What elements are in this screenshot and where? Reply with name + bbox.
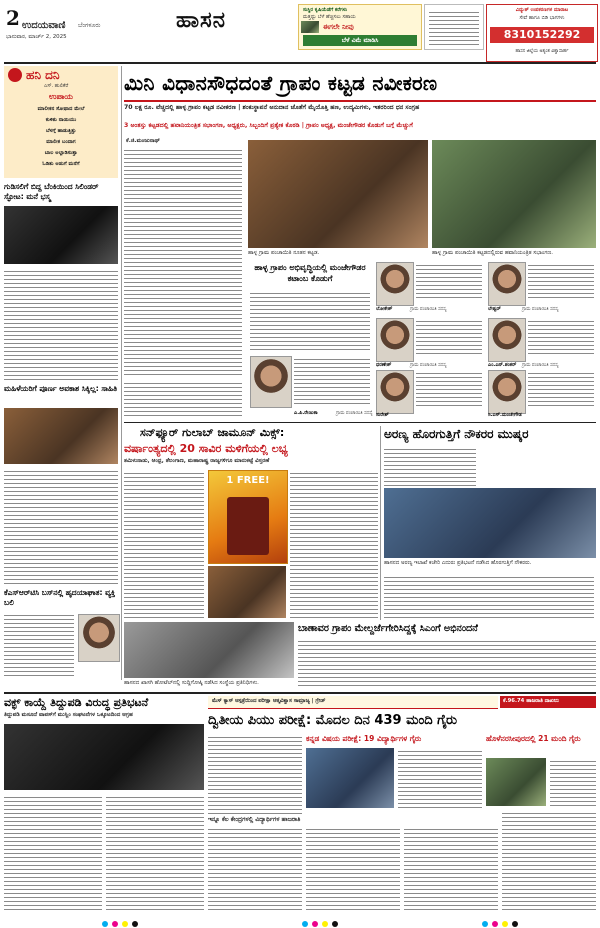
quote-name: ಸಿ.ಎಸ್.ಮಂಜೇಗೌಡ xyxy=(488,412,522,418)
forest-strike-headline: ಅರಣ್ಯ ಹೊರಗುತ್ತಿಗೆ ನೌಕರರ ಮುಷ್ಕರ xyxy=(384,427,529,441)
print-registration-marks xyxy=(100,914,520,924)
kannada-exam-body xyxy=(398,748,482,808)
quote-role: ಗ್ರಾಮ ಪಂಚಾಯಿತಿ ಸದಸ್ಯೆ xyxy=(336,411,373,416)
women-story-headline: ಮಹಿಳೆಯರಿಗೆ ಪೂರ್ಣ ಅವಕಾಶ ಸಿಕ್ಕಿಲ್ಲ: ಸಾಹಿತಿ xyxy=(4,384,118,393)
panchayat-building-photo xyxy=(248,140,428,248)
renuka-quote xyxy=(294,356,370,406)
holenarasipura-photo xyxy=(486,758,546,806)
waqf-body-col-1 xyxy=(4,794,102,910)
puc-body-col-4 xyxy=(404,826,498,910)
jamun-headline: ಸನ್‌ಫ್ಯೂರ್ ಗುಲಾಬ್ ಜಾಮೂನ್ ಮಿಕ್ಸ್: xyxy=(140,426,285,439)
banavara-headline: ಬಾಣಾವರ ಗ್ರಾಪಂ ಮೇಲ್ದರ್ಜೆಗೇರಿಸಿದ್ದಕ್ಕೆ ಸಿಎಂಗೆ ಅಭಿನಂದನೆ xyxy=(298,623,478,634)
forest-strike-body xyxy=(384,574,594,620)
free-offer-label: 1 FREE! xyxy=(226,475,270,486)
quote-text xyxy=(528,262,594,300)
quote-role: ಗ್ರಾಮ ಪಂಚಾಯಿತಿ ಸದಸ್ಯ xyxy=(522,307,559,312)
ad1-line1: ಸುಸ್ಥಿರ ಕೃಷಿಯೆಡೆಗೆ ಕರೆಗಳು xyxy=(303,7,348,13)
teaser-line: ಬಾಲ ಅಲ್ಲಾಡಿಸುತ್ತಾ xyxy=(44,150,78,156)
bottom-section-rule xyxy=(4,692,596,694)
quote-portrait xyxy=(376,318,414,362)
electrical-advertisement xyxy=(486,4,598,62)
teaser-line: ಮಾಲೀಕ ಬಂದಾಗ xyxy=(46,139,76,145)
women-story-body xyxy=(4,468,118,584)
ad1-crop-image xyxy=(301,21,319,33)
page-number: 2 xyxy=(6,6,20,30)
exam-banner xyxy=(208,696,498,709)
banavara-photo xyxy=(124,622,294,678)
brand-drop-icon xyxy=(8,68,22,82)
quote-name: ಸುರೇಶ್ xyxy=(376,412,389,418)
lead-body-col-1 xyxy=(124,147,242,375)
product-pack-icon xyxy=(227,497,269,555)
quote-name: ಎಂ.ಎನ್.ಶಂಕರ್ xyxy=(488,362,517,368)
paper-name: ಉದಯವಾಣಿ xyxy=(22,20,66,31)
teaser-line: ಬೆಳಗ್ಗೆ ಹಾಡುತ್ತಿತ್ತು xyxy=(45,128,77,134)
puc-body-col-3 xyxy=(306,826,400,910)
holenarasipura-side xyxy=(550,758,596,806)
ad1-line3: ಈಗಲೇ ನೀವು xyxy=(323,23,354,31)
jamun-headline-2: ವರ್ಷಾಂತ್ಯದಲ್ಲಿ 20 ಸಾವಿರ ಮಳಿಗೆಯಲ್ಲಿ ಲಭ್ಯ xyxy=(124,442,288,455)
quote-portrait xyxy=(488,262,526,306)
quote-text xyxy=(528,318,594,356)
dateline: ಭಾನುವಾರ, ಮಾರ್ಚ್ 2, 2025 xyxy=(6,34,67,40)
lead-deck-1: 70 ಲಕ್ಷ ರೂ. ವೆಚ್ಚದಲ್ಲಿ ಹಾಳ್ಳ ಗ್ರಾಪಂ ಕಟ್ಟಡ ನವೀಕರಣ | ಶಂಕುಸ್ಥಾಪನೆ ಅನುದಾನ ಜೊತೆಗೆ ಮೈಯೊತ್ತಿ ಹಣ, ಉದ್ಯಮಿಗಳು, ಇತರರಿಂದ ಧನ ಸಂಗ್ರಹ xyxy=(124,104,420,111)
quote-role: ಗ್ರಾಮ ಪಂಚಾಯಿತಿ ಸದಸ್ಯ xyxy=(522,363,559,368)
jamun-event-photo xyxy=(208,566,286,618)
ad2-line1: ವಿದ್ಯುತ್ ಉಪಕರಣಗಳ ಮಾರಾಟ xyxy=(515,7,569,13)
teaser-poem xyxy=(8,104,114,170)
quote-role: ಗ್ರಾಮ ಪಂಚಾಯಿತಿ ಸದಸ್ಯ xyxy=(410,363,447,368)
jamun-product-ad xyxy=(208,470,288,564)
lead-subhead: ಹಾಳ್ಳ ಗ್ರಾಪಂ ಅಭಿವೃದ್ಧಿಯಲ್ಲಿ ಮಂಜೇಗೌಡರ ಕಟಾಂಬ ಕೊಡುಗೆ xyxy=(254,263,366,283)
small-ad-text xyxy=(429,9,479,45)
middle-divider xyxy=(380,426,381,620)
lead-deck-2: 3 ಅಂತಸ್ತು ಕಟ್ಟಡದಲ್ಲಿ ಹವಾನಿಯಂತ್ರಿತ ಸಭಾಂಗಣ, ಅಧ್ಯಕ್ಷರು, ಸಿಬ್ಬಂದಿಗೆ ಪ್ರತ್ಯೇಕ ಕೊಠಡಿ | ಗ್ರಾಪಂ ಅಧ್ಯಕ್ಷ, ಮಂಜೇಗೌಡರ ಕೊಡುಗೆ ಬಗ್ಗೆ ಮೆಚ್ಚುಗೆ xyxy=(124,122,413,129)
puc-body-col-5 xyxy=(502,810,596,910)
teaser-head: ಉಪಾಯ xyxy=(49,92,73,101)
kannada-exam-subhead: ಕನ್ನಡ ವಿಷಯ ಪರೀಕ್ಷೆ: 19 ವಿದ್ಯಾರ್ಥಿಗಳ ಗೈರು xyxy=(306,734,422,743)
small-advertisement xyxy=(424,4,484,50)
registration-dots-icon xyxy=(100,919,520,928)
jamun-deck: ತಮಿಳುನಾಡು, ಆಂಧ್ರ, ತೆಲಂಗಾಣ, ಮಹಾರಾಷ್ಟ್ರ ರಾಜ್ಯಗಳಿಗೂ ಮಾರುಕಟ್ಟೆ ವಿಸ್ತರಣೆ xyxy=(124,458,270,464)
column-divider xyxy=(121,66,122,680)
bus-story-body xyxy=(4,612,74,676)
ad2-phone: 8310152292 xyxy=(490,27,594,43)
puc-body-col-2 xyxy=(208,826,302,910)
centres-subhead: ಇನ್ನೂ ಕೆಲ ಕೇಂದ್ರಗಳಲ್ಲಿ ವಿದ್ಯಾರ್ಥಿಗಳ ಹಾಜರಾತಿ xyxy=(208,816,301,823)
jamun-body-col-2 xyxy=(290,470,378,618)
lead-end-rule xyxy=(124,422,596,423)
ad2-footer: ಹಾಸನ ಜಿಲ್ಲೆಯ ಅತ್ಯಂತ ವಿಶ್ವಾಸಾರ್ಹ xyxy=(515,49,569,54)
quote-portrait xyxy=(488,318,526,362)
quote-name: ಎ.ಪಿ.ರೇಣುಕಾ xyxy=(294,410,318,416)
lead-headline: ಮಿನಿ ವಿಧಾನಸೌಧದಂತೆ ಗ್ರಾಪಂ ಕಟ್ಟಡ ನವೀಕರಣ xyxy=(124,71,438,95)
lead-byline: ಕೆ.ಜಿ.ಮಂಜುನಾಥ್ xyxy=(126,138,161,144)
quote-role: ಗ್ರಾಮ ಪಂಚಾಯಿತಿ ಸದಸ್ಯ xyxy=(410,307,447,312)
teaser-line: ಓಡಿತು ಅಡುಗೆ ಮನೆಗೆ xyxy=(42,161,80,167)
hall-photo-caption: ಹಾಳ್ಳ ಗ್ರಾಮ ಪಂಚಾಯಿತಿ ಕಟ್ಟಡದಲ್ಲಿರುವ ಹವಾನಿಯಂತ್ರಿತ ಸಭಾಂಗಣ. xyxy=(432,250,553,256)
exam-banner-text: ಮೆಸ್ ಕ್ಯಾಸ್ ಆಸ್ಪತ್ರೆಯಿಂದ ಪರೀಕ್ಷಾ ಆತ್ಮವಿಶ್ವಾಸ ಸಾಮ್ರಾಜ್ಯ | ಗ್ರೇಡ್ xyxy=(212,698,326,704)
jamun-body-col-1 xyxy=(124,470,204,618)
fire-story-body xyxy=(4,268,118,380)
hall-photo xyxy=(432,140,596,248)
jamun-photo-caption: ಹಾಸನದ ಖಾಸಗಿ ಹೋಟೆಲ್‌ನಲ್ಲಿ ಸುದ್ದಿಗೋಷ್ಠಿ ನಡೆಸಿದ ಸಂಸ್ಥೆಯ ಪ್ರತಿನಿಧಿಗಳು. xyxy=(124,680,259,686)
women-story-photo xyxy=(4,408,118,464)
puc-exam-headline: ದ್ವಿತೀಯ ಪಿಯು ಪರೀಕ್ಷೆ: ಮೊದಲ ದಿನ 439 ಮಂದಿ ಗೈರು xyxy=(208,713,458,728)
waqf-body-col-2 xyxy=(106,794,204,910)
lead-body-col-2 xyxy=(250,290,370,350)
quote-text xyxy=(528,370,594,408)
ad1-line4: ಬೆಳೆ ವಿಮೆ ಮಾಡಿಸಿ xyxy=(303,35,417,46)
brand-author: ಎಸ್. ಹುಲಿಕೆರೆ xyxy=(44,83,69,89)
waqf-subhead: ತಿದ್ದುಪಡಿ ಮಸೂದೆ ವಾಪಸ್‌ಗೆ ಮುಸ್ಲಿಂ ಸಂಘಟನೆಗಳ ಒಕ್ಕೂಟದಿಂದ ಆಗ್ರಹ xyxy=(4,712,133,718)
brand-name: ಹನಿ ದನಿ xyxy=(26,68,60,82)
quote-portrait xyxy=(376,370,414,414)
quote-text xyxy=(416,370,482,408)
banavara-body xyxy=(298,638,596,686)
building-photo-caption: ಹಾಳ್ಳ ಗ್ರಾಮ ಪಂಚಾಯಿತಿ ನೂತನ ಕಟ್ಟಡ. xyxy=(248,250,320,256)
edition-label: ಬೆಂಗಳೂರು xyxy=(78,22,101,29)
quote-text xyxy=(416,318,482,356)
ad1-line2: ಮತ್ತಷ್ಟು ಬೆಳೆ ಹೆಚ್ಚಿಸಲು ಸಹಾಯ xyxy=(303,14,356,20)
hani-dani-box xyxy=(4,66,118,178)
exam-hall-photo xyxy=(306,748,394,808)
fire-story-headline: ಗುಡಿಸಲಿಗೆ ಬಿದ್ದ ಬೆಂಕಿಯಿಂದ ಸಿಲಿಂಡರ್ ಸ್ಫೋಟ: ಮನೆ ಭಸ್ಮ xyxy=(4,182,99,201)
quote-name: ಲೋಕೇಶ್ xyxy=(376,306,393,312)
forest-strike-caption: ಹಾಸನದ ಅರಣ್ಯ ಇಲಾಖೆ ಕಚೇರಿ ಎದುರು ಪ್ರತಿಭಟನೆ ನಡೆಸಿದ ಹೊರಗುತ್ತಿಗೆ ನೌಕರರು. xyxy=(384,560,532,566)
puc-body-col-1 xyxy=(208,734,302,814)
bus-story-headline: ಕೆಎಸ್ಆರ್‌ಟಿಸಿ ಬಸ್‌ನಲ್ಲಿ ಹೃದಯಾಘಾತ: ವ್ಯಕ್ತಿ ಬಲಿ xyxy=(4,588,116,607)
quote-name: ಲೇಶ್ವರ್ xyxy=(488,306,501,312)
fire-story-photo xyxy=(4,206,118,264)
attendance-badge xyxy=(500,696,596,708)
quote-name: ಧರಣೇಶ್ xyxy=(376,362,392,368)
lead-body-col-1b xyxy=(124,380,242,416)
teaser-line: ಮಾಲೀಕನ ಸೋಫಾದ ಮೇಲೆ xyxy=(37,106,85,112)
teaser-line: ಕುಳಿತು ನಾಯಿಯು xyxy=(45,117,77,123)
insurance-advertisement xyxy=(298,4,422,50)
attendance-text: ಕೆ.96.74 ಹಾಜರಾತಿ ದಾಖಲು xyxy=(503,698,559,704)
forest-strike-intro xyxy=(384,446,476,486)
waqf-headline: ವಕ್ಫ್ ಕಾಯ್ದೆ ತಿದ್ದುಪಡಿ ವಿರುದ್ಧ ಪ್ರತಿಭಟನೆ xyxy=(4,696,149,709)
holenarasipura-subhead: ಹೊಳೆನರಸೀಪುರದಲ್ಲಿ 21 ಮಂದಿ ಗೈರು xyxy=(486,734,581,743)
forest-strike-photo xyxy=(384,488,596,558)
ad2-line2: ಸೇವೆ ಹಾಗೂ ಬಿಡಿ ಭಾಗಗಳು xyxy=(519,15,565,21)
lead-headline-band xyxy=(124,66,596,102)
bus-story-portrait xyxy=(78,614,120,662)
section-title: ಹಾಸನ xyxy=(176,8,226,33)
renuka-portrait xyxy=(250,356,292,408)
masthead-rule xyxy=(4,62,596,64)
waqf-protest-photo xyxy=(4,724,204,790)
quote-portrait xyxy=(376,262,414,306)
quote-text xyxy=(416,262,482,300)
quote-portrait xyxy=(488,370,526,414)
